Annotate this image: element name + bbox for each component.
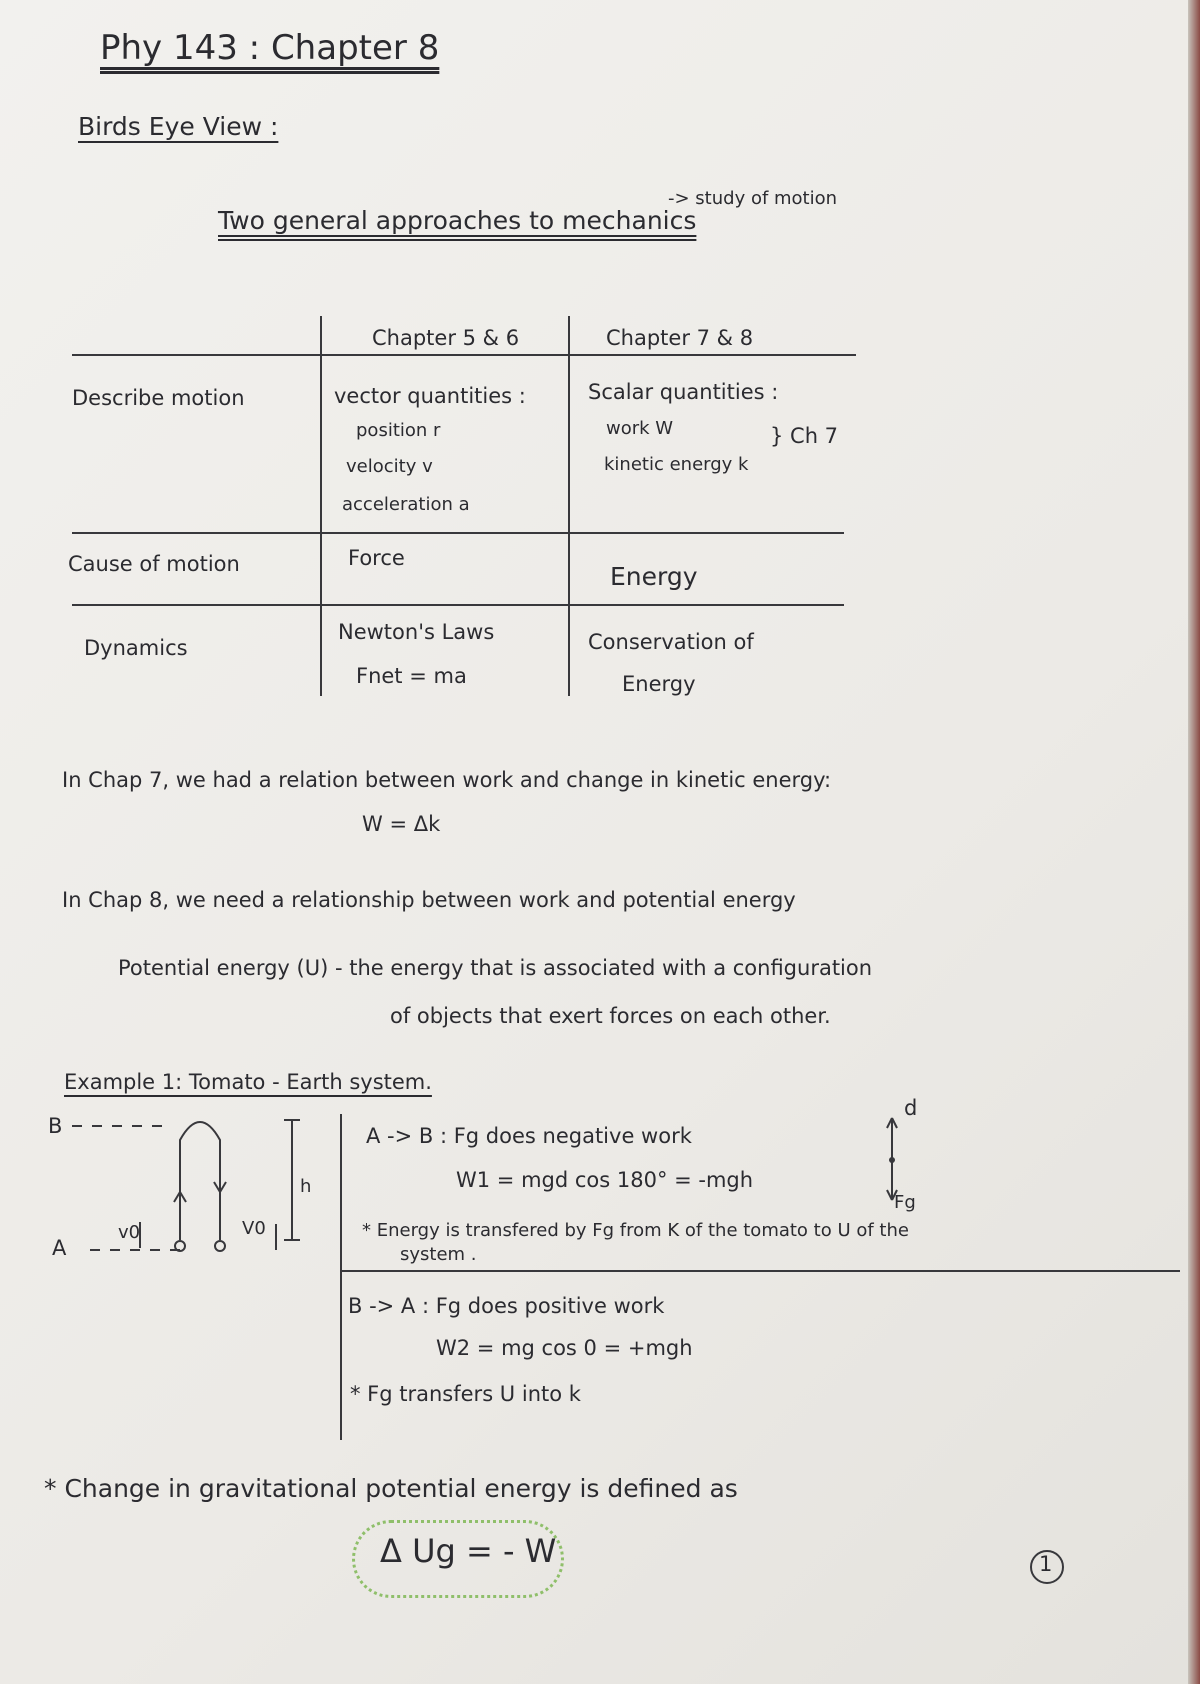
gravitational-potential-energy-equation: Δ Ug = - W <box>380 1532 557 1570</box>
equation-ch7: W = Δk <box>362 812 441 836</box>
tomato-trajectory-diagram <box>40 1100 340 1280</box>
potential-energy-definition-cont: of objects that exert forces on each other. <box>390 1004 831 1028</box>
table-cell-brace: } Ch 7 <box>770 424 839 448</box>
example-divider-vertical <box>340 1114 342 1440</box>
table-col-line-1 <box>320 316 322 696</box>
example-title: Example 1: Tomato - Earth system. <box>64 1070 432 1094</box>
diagram-label-h: h <box>300 1176 312 1197</box>
table-cell: kinetic energy k <box>604 454 749 475</box>
example-divider-horizontal <box>340 1270 1180 1272</box>
table-cell: Newton's Laws <box>338 620 495 644</box>
table-col-header-2: Chapter 7 & 8 <box>606 326 754 350</box>
a-to-b-note-cont: system . <box>400 1244 477 1265</box>
approaches-heading: Two general approaches to mechanics <box>218 206 697 235</box>
table-cell: velocity v <box>346 456 433 477</box>
table-cell: position r <box>356 420 441 441</box>
table-row-label: Cause of motion <box>68 552 240 576</box>
binder-edge <box>1188 0 1200 1684</box>
table-cell: Energy <box>610 562 698 591</box>
table-row-line-1 <box>72 532 844 534</box>
a-to-b-note: * Energy is transfered by Fg from K of the tomato to U of the <box>362 1220 909 1241</box>
conclusion-line: * Change in gravitational potential energy is defined as <box>44 1474 738 1503</box>
table-row-label: Dynamics <box>84 636 188 660</box>
table-cell: Scalar quantities : <box>588 380 779 404</box>
diagram-label-b: B <box>48 1114 63 1138</box>
table-cell: vector quantities : <box>334 384 526 408</box>
diagram-label-v0-up: v0 <box>118 1222 141 1243</box>
b-to-a-title: B -> A : Fg does positive work <box>348 1294 665 1318</box>
table-col-header-1: Chapter 5 & 6 <box>372 326 520 350</box>
table-row-label: Describe motion <box>72 386 245 410</box>
page-number: 1 <box>1039 1552 1053 1576</box>
force-label-d: d <box>904 1096 918 1120</box>
section-heading: Birds Eye View : <box>78 112 279 141</box>
table-cell: Fnet = ma <box>356 664 467 688</box>
diagram-label-v0-down: V0 <box>242 1218 266 1239</box>
page-title: Phy 143 : Chapter 8 <box>100 28 440 68</box>
note-ch7: In Chap 7, we had a relation between work and change in kinetic energy: <box>62 768 832 792</box>
table-cell: Conservation of <box>588 630 754 654</box>
table-cell: Force <box>348 546 405 570</box>
table-col-line-2 <box>568 316 570 696</box>
approaches-note: -> study of motion <box>668 188 838 209</box>
table-row-line-2 <box>72 604 844 606</box>
b-to-a-note: * Fg transfers U into k <box>350 1382 581 1406</box>
table-cell: work W <box>606 418 674 439</box>
force-label-fg: Fg <box>894 1192 916 1213</box>
a-to-b-title: A -> B : Fg does negative work <box>366 1124 692 1148</box>
table-cell: Energy <box>622 672 696 696</box>
note-ch8: In Chap 8, we need a relationship between work and potential energy <box>62 888 796 912</box>
diagram-label-a: A <box>52 1236 67 1260</box>
b-to-a-equation: W2 = mg cos 0 = +mgh <box>436 1336 693 1360</box>
a-to-b-equation: W1 = mgd cos 180° = -mgh <box>456 1168 754 1192</box>
table-header-line <box>72 354 856 356</box>
table-cell: acceleration a <box>342 494 470 515</box>
potential-energy-definition: Potential energy (U) - the energy that is associated with a configuration <box>118 956 873 980</box>
